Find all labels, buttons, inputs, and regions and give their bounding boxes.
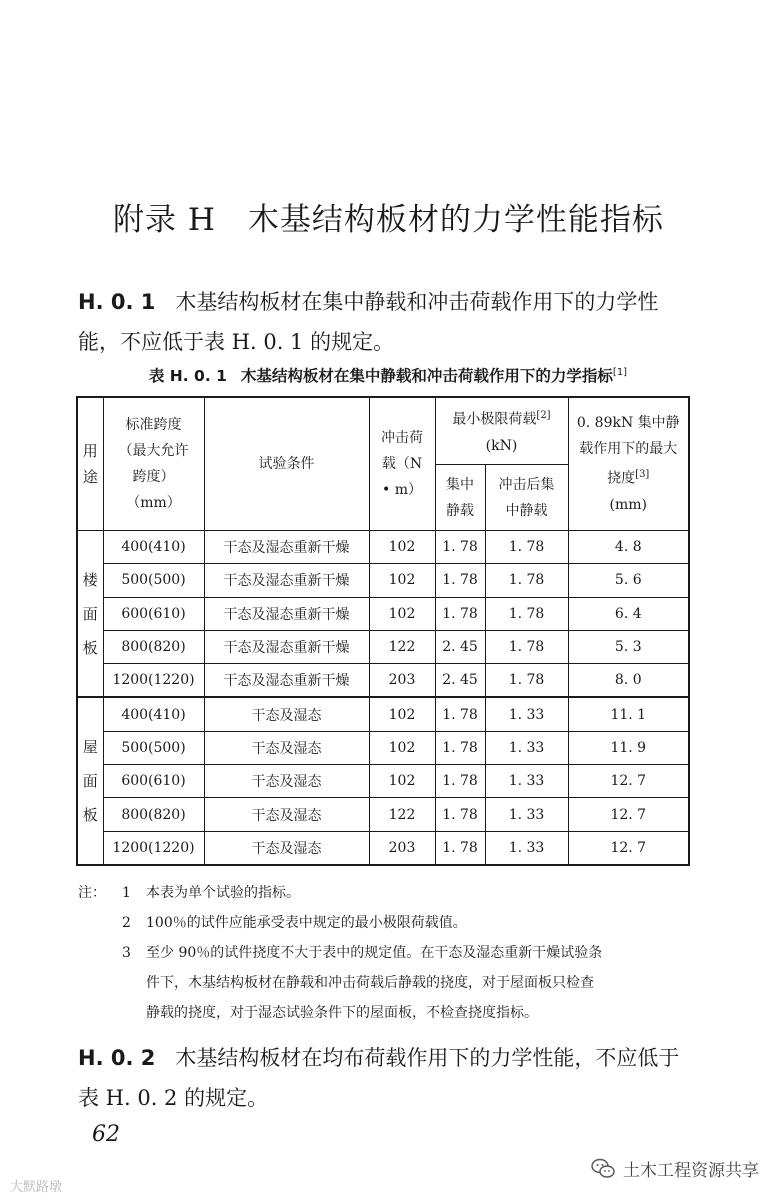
header-concentrated: 集中静载	[435, 465, 485, 531]
cell-deflection: 11. 9	[568, 731, 689, 764]
cell-condition: 干态及湿态重新干燥	[204, 597, 369, 630]
cell-condition: 干态及湿态	[204, 798, 369, 831]
note-item	[78, 938, 698, 1028]
cell-span: 800(820)	[103, 630, 204, 663]
cell-condition: 干态及湿态重新干燥	[204, 531, 369, 564]
table-row	[77, 564, 689, 597]
table-title	[78, 364, 698, 386]
cell-impact: 203	[369, 831, 435, 865]
cell-condition: 干态及湿态重新干燥	[204, 630, 369, 663]
header-deflection	[568, 397, 689, 531]
cell-after: 1. 78	[485, 564, 568, 597]
header-span: 标准跨度（最大允许跨度）（mm）	[103, 397, 204, 531]
clause-text-line1: 木基结构板材在均布荷载作用下的力学性能，不应低于	[175, 1046, 680, 1070]
note-text: 100％的试件应能承受表中规定的最小极限荷载值。	[146, 915, 467, 931]
table-row	[77, 531, 689, 564]
cell-span: 400(410)	[103, 531, 204, 564]
table-notes	[78, 878, 698, 1028]
cell-span: 800(820)	[103, 798, 204, 831]
table-number: 表 H. 0. 1	[148, 367, 227, 385]
cell-after: 1. 33	[485, 765, 568, 798]
header-deflection-unit: (mm)	[609, 496, 647, 513]
cell-impact: 102	[369, 731, 435, 764]
clause-text-line2: 表 H. 0. 2 的规定。	[78, 1086, 269, 1110]
use-roof: 屋面板	[77, 697, 103, 864]
cell-impact: 122	[369, 798, 435, 831]
clause-h01-paragraph	[78, 282, 698, 362]
table-row	[77, 798, 689, 831]
note-text-line: 件下，木基结构板材在静载和冲击荷载后静载的挠度，对于屋面板只检查	[146, 975, 594, 991]
header-deflection-label: 0. 89kN 集中静载作用下的最大挠度	[576, 415, 680, 487]
cell-impact: 102	[369, 765, 435, 798]
table-row	[77, 831, 689, 865]
page-number: 62	[92, 1122, 120, 1147]
cell-deflection: 12. 7	[568, 765, 689, 798]
cell-after: 1. 33	[485, 697, 568, 731]
header-impact: 冲击荷载（N • m）	[369, 397, 435, 531]
cell-after: 1. 33	[485, 731, 568, 764]
header-min-load-ref: [2]	[536, 410, 551, 422]
cell-condition: 干态及湿态重新干燥	[204, 664, 369, 698]
notes-label: 注：	[78, 885, 106, 901]
table-row	[77, 765, 689, 798]
cell-deflection: 6. 4	[568, 597, 689, 630]
cell-span: 500(500)	[103, 731, 204, 764]
cell-impact: 203	[369, 664, 435, 698]
cell-deflection: 12. 7	[568, 831, 689, 865]
clause-text-line1: 木基结构板材在集中静载和冲击荷载作用下的力学性	[175, 290, 659, 314]
note-text-line: 至少 90％的试件挠度不大于表中的规定值。在干态及湿态重新干燥试验条	[146, 945, 603, 961]
header-after-impact: 冲击后集中静载	[485, 465, 568, 531]
cell-after: 1. 78	[485, 664, 568, 698]
header-min-load-label: 最小极限荷载	[452, 411, 537, 428]
note-text-line: 静载的挠度，对于湿态试验条件下的屋面板，不检查挠度指标。	[146, 1005, 538, 1021]
mechanical-properties-table	[76, 396, 690, 866]
cell-deflection: 11. 1	[568, 697, 689, 731]
cell-condition: 干态及湿态重新干燥	[204, 564, 369, 597]
cell-impact: 102	[369, 597, 435, 630]
note-item	[78, 908, 698, 938]
cell-condition: 干态及湿态	[204, 831, 369, 865]
cell-after: 1. 78	[485, 597, 568, 630]
cell-after: 1. 78	[485, 531, 568, 564]
clause-h02-paragraph	[78, 1038, 698, 1118]
cell-static: 1. 78	[435, 765, 485, 798]
watermark-right	[591, 1156, 759, 1181]
table-row	[77, 597, 689, 630]
watermark-left-text: 大默路墩	[10, 1180, 63, 1195]
cell-span: 400(410)	[103, 697, 204, 731]
cell-span: 500(500)	[103, 564, 204, 597]
note-number: 1	[122, 885, 131, 901]
cell-deflection: 8. 0	[568, 664, 689, 698]
cell-span: 600(610)	[103, 765, 204, 798]
cell-condition: 干态及湿态	[204, 697, 369, 731]
cell-condition: 干态及湿态	[204, 731, 369, 764]
note-text	[146, 938, 698, 1028]
header-min-load-unit: (kN)	[485, 437, 518, 454]
cell-static: 1. 78	[435, 731, 485, 764]
cell-deflection: 5. 3	[568, 630, 689, 663]
cell-static: 2. 45	[435, 630, 485, 663]
note-number: 2	[122, 915, 131, 931]
note-number: 3	[122, 945, 131, 961]
clause-number: H. 0. 2	[78, 1046, 156, 1070]
table-title-ref: [1]	[612, 366, 628, 378]
clause-number: H. 0. 1	[78, 290, 156, 314]
cell-static: 1. 78	[435, 798, 485, 831]
watermark-left	[10, 1176, 62, 1195]
cell-static: 1. 78	[435, 697, 485, 731]
note-text: 本表为单个试验的指标。	[146, 885, 300, 901]
table-row	[77, 697, 689, 731]
cell-after: 1. 33	[485, 831, 568, 865]
cell-span: 600(610)	[103, 597, 204, 630]
watermark-right-text: 土木工程资源共享	[623, 1161, 759, 1181]
cell-deflection: 12. 7	[568, 798, 689, 831]
cell-static: 1. 78	[435, 831, 485, 865]
cell-impact: 102	[369, 531, 435, 564]
header-use: 用途	[77, 397, 103, 531]
cell-span: 1200(1220)	[103, 664, 204, 698]
header-condition: 试验条件	[204, 397, 369, 531]
table-body	[77, 531, 689, 865]
cell-static: 1. 78	[435, 597, 485, 630]
cell-after: 1. 33	[485, 798, 568, 831]
cell-static: 2. 45	[435, 664, 485, 698]
cell-condition: 干态及湿态	[204, 765, 369, 798]
cell-impact: 102	[369, 564, 435, 597]
table-title-text: 木基结构板材在集中静载和冲击荷载作用下的力学指标	[240, 367, 613, 385]
header-min-load	[435, 397, 568, 465]
table-row	[77, 731, 689, 764]
table-row	[77, 630, 689, 663]
use-floor: 楼面板	[77, 531, 103, 698]
cell-impact: 102	[369, 697, 435, 731]
cell-deflection: 5. 6	[568, 564, 689, 597]
table-row	[77, 664, 689, 698]
note-item	[78, 878, 698, 908]
cell-static: 1. 78	[435, 564, 485, 597]
table-header	[77, 397, 689, 531]
wechat-icon	[591, 1158, 615, 1180]
header-deflection-ref: [3]	[635, 469, 650, 481]
page-title: 附录 H 木基结构板材的力学性能指标	[113, 202, 664, 238]
cell-span: 1200(1220)	[103, 831, 204, 865]
cell-impact: 122	[369, 630, 435, 663]
cell-deflection: 4. 8	[568, 531, 689, 564]
cell-after: 1. 78	[485, 630, 568, 663]
clause-text-line2: 能，不应低于表 H. 0. 1 的规定。	[78, 330, 395, 354]
cell-static: 1. 78	[435, 531, 485, 564]
